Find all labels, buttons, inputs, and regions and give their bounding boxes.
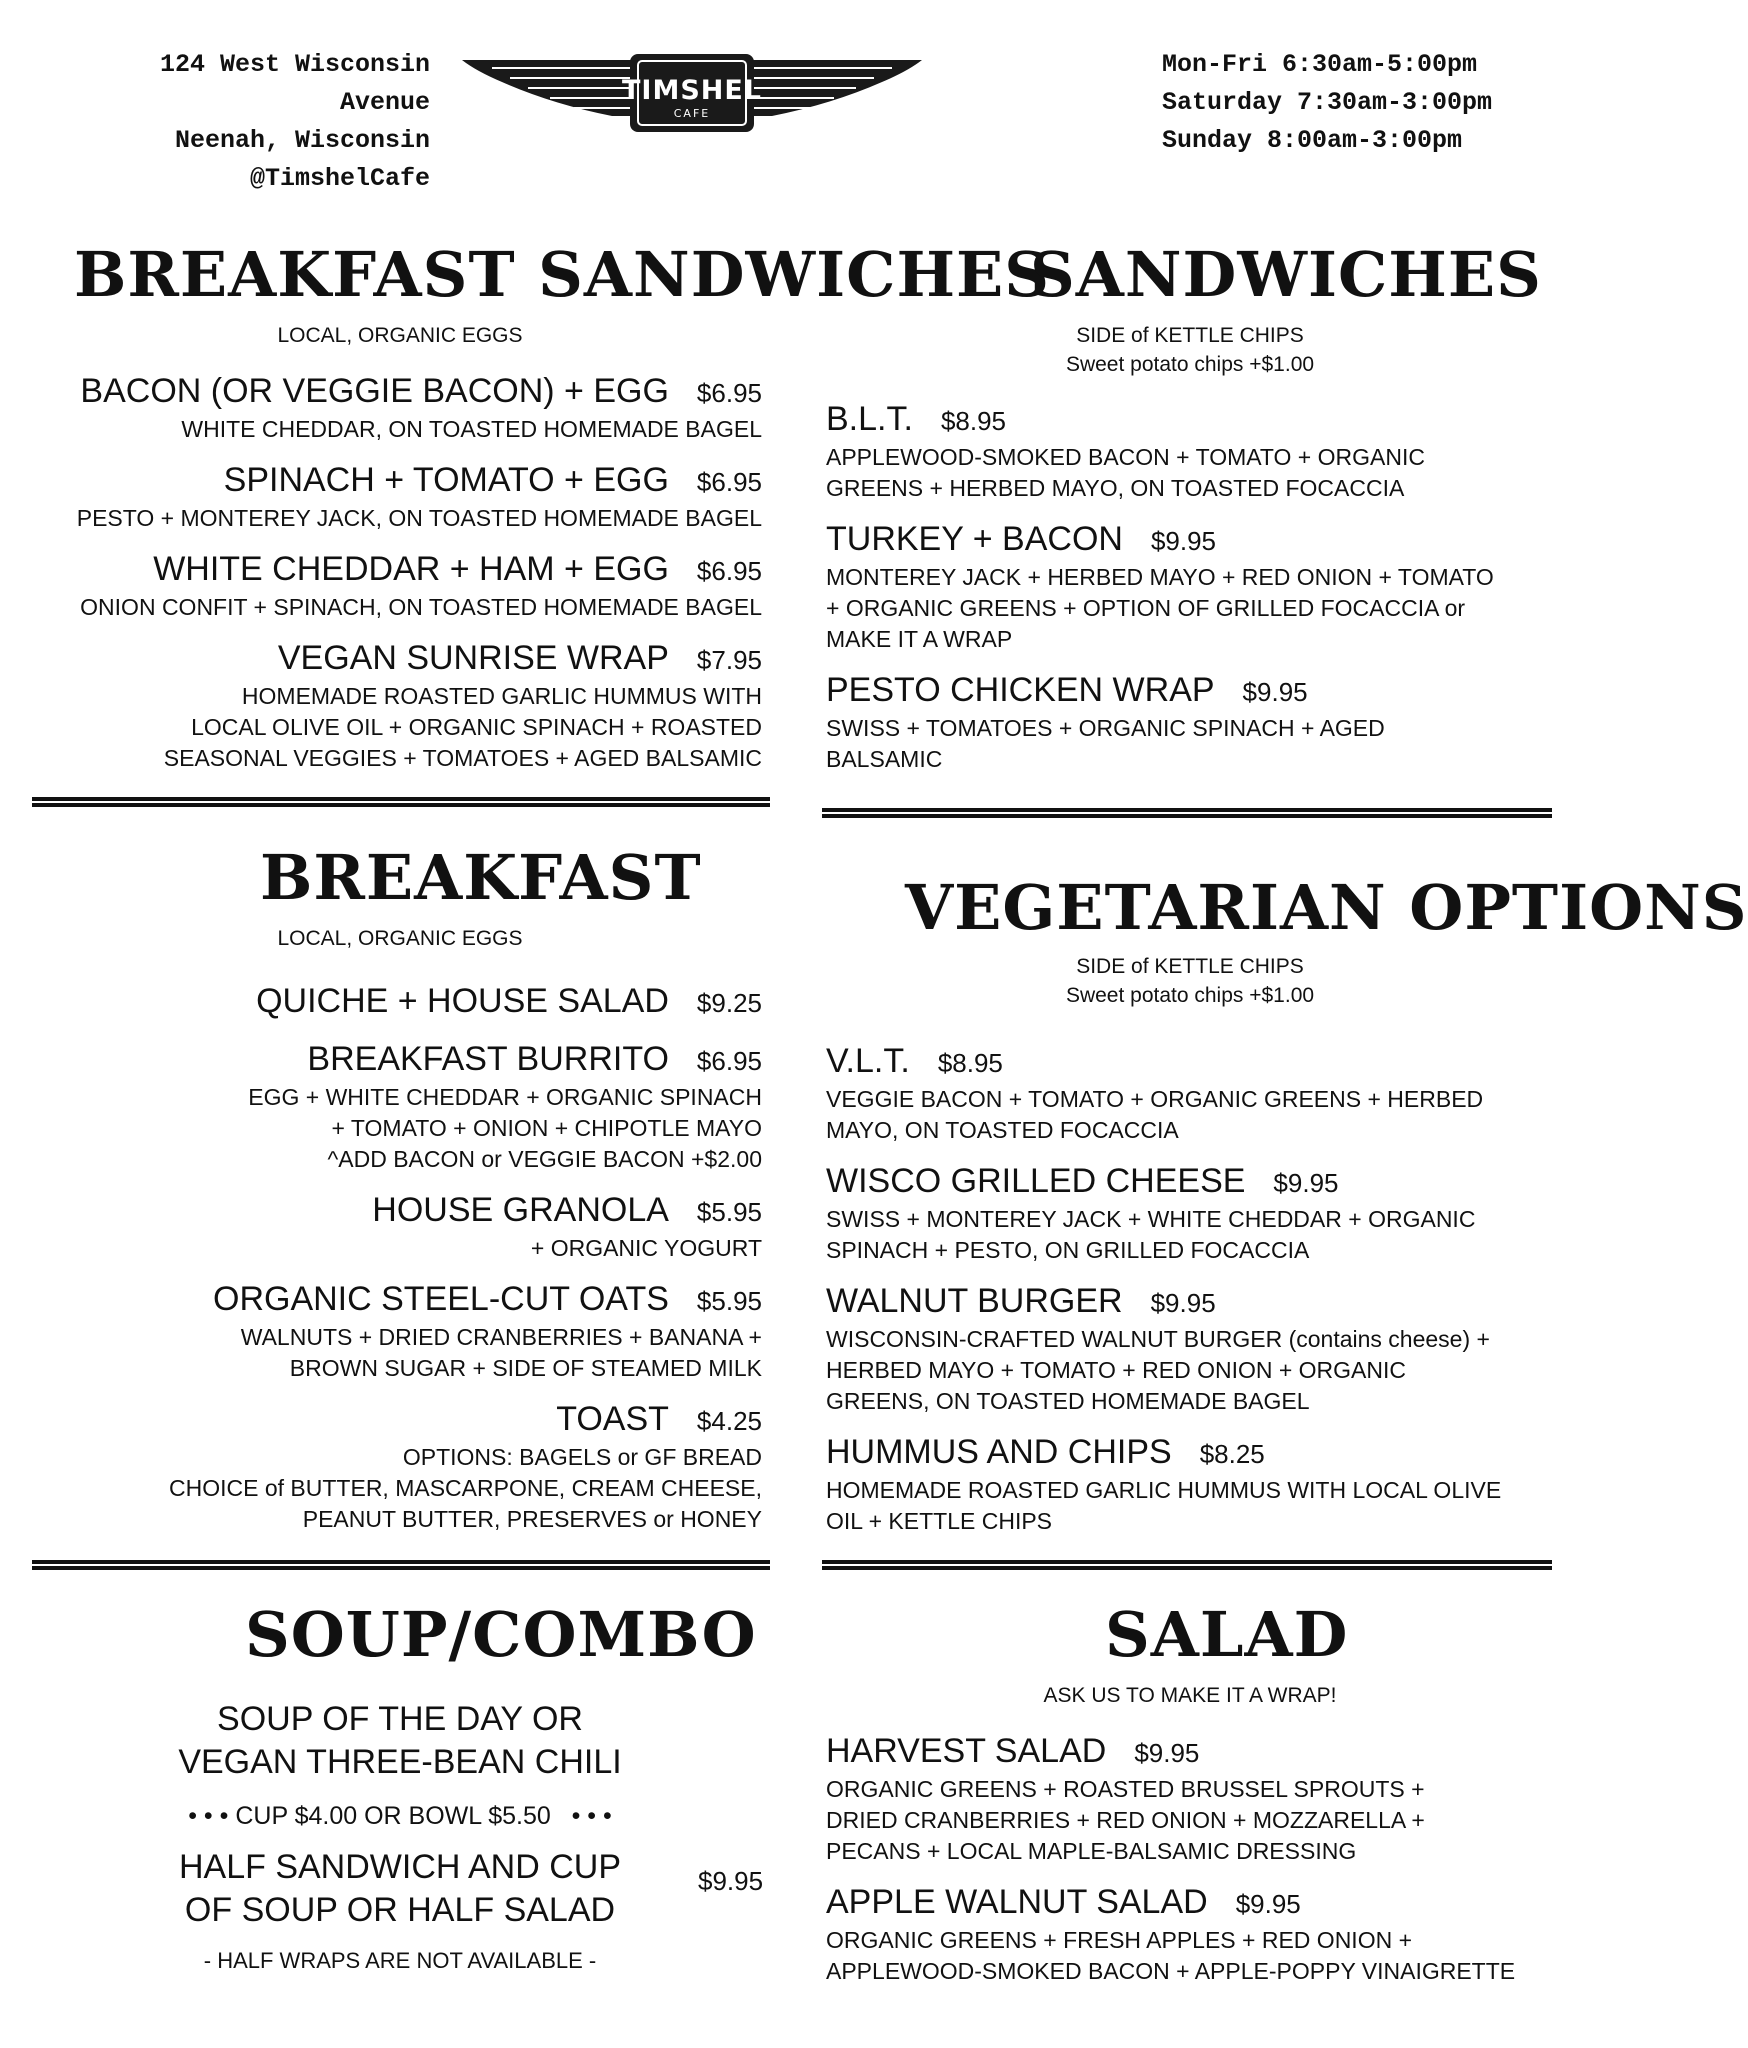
item-name: HUMMUS AND CHIPS bbox=[826, 1433, 1172, 1471]
combo-price: $9.95 bbox=[698, 1866, 764, 1896]
item-price: $9.95 bbox=[1134, 1738, 1200, 1768]
item-description: + TOMATO + ONION + CHIPOTLE MAYO bbox=[331, 1115, 762, 1141]
menu-item bbox=[40, 637, 762, 774]
divider bbox=[32, 1560, 770, 1570]
item-name: BREAKFAST BURRITO bbox=[307, 1040, 669, 1078]
hours-block bbox=[1162, 46, 1562, 160]
item-name: V.L.T. bbox=[826, 1042, 910, 1080]
sandwiches-list bbox=[826, 398, 1556, 789]
menu-item bbox=[826, 1280, 1556, 1417]
item-name: PESTO CHICKEN WRAP bbox=[826, 671, 1215, 709]
menu-item bbox=[826, 1160, 1556, 1266]
logo-wordmark: TIMSHEL bbox=[621, 75, 763, 106]
soup-sizes: • • • CUP $4.00 OR BOWL $5.50 • • • bbox=[188, 1802, 612, 1830]
item-description: HOMEMADE ROASTED GARLIC HUMMUS WITH bbox=[241, 683, 762, 709]
vegetarian-title: VEGETARIAN OPTIONS bbox=[905, 871, 1748, 944]
item-description: GREENS, ON TOASTED HOMEMADE BAGEL bbox=[826, 1388, 1310, 1414]
breakfast-list bbox=[40, 980, 762, 1549]
item-description: OIL + KETTLE CHIPS bbox=[826, 1508, 1053, 1534]
menu-item bbox=[826, 398, 1556, 504]
item-price: $9.95 bbox=[1273, 1168, 1339, 1198]
section-note-line: SIDE of KETTLE CHIPS bbox=[1076, 324, 1304, 347]
item-description: ONION CONFIT + SPINACH, ON TOASTED HOMEMADE BAGEL bbox=[80, 594, 762, 620]
menu-item bbox=[40, 1038, 762, 1175]
vegetarian-list bbox=[826, 1040, 1556, 1551]
item-description: ^ADD BACON or VEGGIE BACON +$2.00 bbox=[327, 1146, 762, 1172]
menu-item bbox=[40, 980, 762, 1024]
social-handle: @TimshelCafe bbox=[249, 164, 430, 193]
item-name: WHITE CHEDDAR + HAM + EGG bbox=[153, 550, 669, 588]
item-description: + ORGANIC GREENS + OPTION OF GRILLED FOCACCIA or bbox=[826, 595, 1466, 621]
soup-title: SOUP/COMBO bbox=[245, 1598, 757, 1671]
item-description: MAKE IT A WRAP bbox=[826, 626, 1013, 652]
item-description: ORGANIC GREENS + FRESH APPLES + RED ONION + bbox=[826, 1927, 1413, 1953]
item-price: $6.95 bbox=[696, 556, 762, 586]
logo-sub: CAFE bbox=[673, 107, 711, 120]
section-note-line: SIDE of KETTLE CHIPS bbox=[1076, 955, 1304, 978]
item-name: WALNUT BURGER bbox=[826, 1282, 1123, 1320]
winged-logo-icon bbox=[462, 54, 922, 132]
item-description: DRIED CRANBERRIES + RED ONION + MOZZARELLA + bbox=[826, 1807, 1425, 1833]
vegetarian-note bbox=[990, 952, 1390, 1010]
item-description: WALNUTS + DRIED CRANBERRIES + BANANA + bbox=[240, 1324, 762, 1350]
timshel-logo bbox=[462, 54, 922, 132]
breakfast-sandwiches-list bbox=[40, 370, 762, 788]
item-description: BALSAMIC bbox=[826, 746, 943, 772]
menu-item bbox=[826, 1881, 1556, 1987]
menu-item bbox=[826, 1431, 1556, 1537]
item-description: SWISS + MONTEREY JACK + WHITE CHEDDAR + ORGANIC bbox=[826, 1206, 1476, 1232]
item-price: $9.95 bbox=[1235, 1889, 1301, 1919]
sandwiches-note bbox=[990, 321, 1390, 379]
salad-note: ASK US TO MAKE IT A WRAP! bbox=[1043, 1684, 1337, 1707]
menu-item bbox=[826, 518, 1556, 655]
address-block bbox=[60, 46, 430, 198]
combo-line-1: HALF SANDWICH AND CUP bbox=[178, 1848, 622, 1886]
breakfast-note: LOCAL, ORGANIC EGGS bbox=[277, 927, 523, 950]
section-note-line: Sweet potato chips +$1.00 bbox=[1065, 984, 1315, 1007]
item-description: APPLEWOOD-SMOKED BACON + APPLE-POPPY VINAIGRETTE bbox=[826, 1958, 1516, 1984]
item-price: $4.25 bbox=[696, 1406, 762, 1436]
menu-item bbox=[40, 459, 762, 534]
item-description: PEANUT BUTTER, PRESERVES or HONEY bbox=[302, 1506, 762, 1532]
divider bbox=[822, 808, 1552, 818]
item-price: $9.95 bbox=[1150, 526, 1217, 556]
item-name: APPLE WALNUT SALAD bbox=[826, 1883, 1208, 1921]
soup-line-1: SOUP OF THE DAY OR bbox=[217, 1700, 583, 1738]
item-description: WHITE CHEDDAR, ON TOASTED HOMEMADE BAGEL bbox=[181, 416, 762, 442]
combo-line-2: OF SOUP OR HALF SALAD bbox=[184, 1891, 616, 1929]
item-name: B.L.T. bbox=[826, 400, 913, 438]
menu-item bbox=[40, 1189, 762, 1264]
item-name: QUICHE + HOUSE SALAD bbox=[256, 982, 669, 1020]
item-description: VEGGIE BACON + TOMATO + ORGANIC GREENS + HERBED bbox=[826, 1086, 1484, 1112]
item-price: $9.25 bbox=[696, 988, 762, 1018]
hours-weekday: Mon-Fri 6:30am-5:00pm bbox=[1162, 50, 1478, 79]
item-description: CHOICE of BUTTER, MASCARPONE, CREAM CHEESE, bbox=[169, 1475, 762, 1501]
item-description: LOCAL OLIVE OIL + ORGANIC SPINACH + ROASTED bbox=[191, 714, 762, 740]
soup-line-2: VEGAN THREE-BEAN CHILI bbox=[178, 1743, 622, 1781]
menu-item bbox=[40, 370, 762, 445]
item-description: + ORGANIC YOGURT bbox=[530, 1235, 762, 1261]
item-name: ORGANIC STEEL-CUT OATS bbox=[213, 1280, 669, 1318]
item-description: BROWN SUGAR + SIDE OF STEAMED MILK bbox=[289, 1355, 762, 1381]
item-description: HOMEMADE ROASTED GARLIC HUMMUS WITH LOCAL OLIVE bbox=[826, 1477, 1502, 1503]
salad-title: SALAD bbox=[1105, 1598, 1349, 1671]
item-description: WISCONSIN-CRAFTED WALNUT BURGER (contains cheese) + bbox=[826, 1326, 1490, 1352]
divider bbox=[32, 797, 770, 807]
address-line: 124 West Wisconsin Avenue bbox=[159, 50, 430, 117]
salad-list bbox=[826, 1730, 1556, 2001]
item-name: TURKEY + BACON bbox=[826, 520, 1123, 558]
breakfast-title: BREAKFAST bbox=[260, 841, 702, 914]
item-price: $6.95 bbox=[696, 378, 762, 408]
item-description: ORGANIC GREENS + ROASTED BRUSSEL SPROUTS + bbox=[826, 1776, 1425, 1802]
soup-note: - HALF WRAPS ARE NOT AVAILABLE - bbox=[203, 1948, 597, 1973]
item-price: $8.95 bbox=[937, 1048, 1003, 1078]
item-name: HOUSE GRANOLA bbox=[372, 1191, 669, 1229]
breakfast-sandwiches-note: LOCAL, ORGANIC EGGS bbox=[277, 324, 523, 347]
item-name: SPINACH + TOMATO + EGG bbox=[223, 461, 669, 499]
menu-item bbox=[826, 669, 1556, 775]
item-name: VEGAN SUNRISE WRAP bbox=[277, 639, 669, 677]
hours-sunday: Sunday 8:00am-3:00pm bbox=[1162, 126, 1463, 155]
section-note-line: Sweet potato chips +$1.00 bbox=[1065, 353, 1315, 376]
item-description: GREENS + HERBED MAYO, ON TOASTED FOCACCIA bbox=[826, 475, 1405, 501]
item-name: BACON (OR VEGGIE BACON) + EGG bbox=[80, 372, 669, 410]
item-name: TOAST bbox=[556, 1400, 669, 1438]
item-price: $5.95 bbox=[696, 1197, 762, 1227]
item-description: MAYO, ON TOASTED FOCACCIA bbox=[826, 1117, 1179, 1143]
item-name: HARVEST SALAD bbox=[826, 1732, 1107, 1770]
item-description: HERBED MAYO + TOMATO + RED ONION + ORGANIC bbox=[826, 1357, 1407, 1383]
item-price: $6.95 bbox=[696, 1046, 762, 1076]
item-description: SPINACH + PESTO, ON GRILLED FOCACCIA bbox=[826, 1237, 1310, 1263]
menu-item bbox=[40, 1398, 762, 1535]
item-name: WISCO GRILLED CHEESE bbox=[826, 1162, 1246, 1200]
item-description: SEASONAL VEGGIES + TOMATOES + AGED BALSAMIC bbox=[163, 745, 762, 771]
item-price: $6.95 bbox=[696, 467, 762, 497]
soup-block bbox=[120, 1698, 680, 1976]
item-price: $8.95 bbox=[940, 406, 1007, 436]
menu-item bbox=[826, 1040, 1556, 1146]
menu-item bbox=[40, 548, 762, 623]
item-price: $9.95 bbox=[1150, 1288, 1216, 1318]
item-description: EGG + WHITE CHEDDAR + ORGANIC SPINACH bbox=[248, 1084, 762, 1110]
divider bbox=[822, 1560, 1552, 1570]
menu-item bbox=[40, 1278, 762, 1384]
item-price: $8.25 bbox=[1199, 1439, 1265, 1469]
sandwiches-title: SANDWICHES bbox=[1030, 238, 1542, 311]
item-description: APPLEWOOD-SMOKED BACON + TOMATO + ORGANIC bbox=[826, 444, 1425, 470]
item-description: PECANS + LOCAL MAPLE-BALSAMIC DRESSING bbox=[826, 1838, 1357, 1864]
item-price: $9.95 bbox=[1242, 677, 1308, 707]
menu-item bbox=[826, 1730, 1556, 1867]
item-description: MONTEREY JACK + HERBED MAYO + RED ONION + TOMATO bbox=[826, 564, 1494, 590]
breakfast-sandwiches-title: BREAKFAST SANDWICHES bbox=[74, 238, 1051, 311]
item-price: $7.95 bbox=[696, 645, 762, 675]
item-description: SWISS + TOMATOES + ORGANIC SPINACH + AGED bbox=[826, 715, 1385, 741]
city-line: Neenah, Wisconsin bbox=[174, 126, 430, 155]
item-description: PESTO + MONTEREY JACK, ON TOASTED HOMEMADE BAGEL bbox=[76, 505, 762, 531]
hours-saturday: Saturday 7:30am-3:00pm bbox=[1162, 88, 1493, 117]
item-description: OPTIONS: BAGELS or GF BREAD bbox=[402, 1444, 762, 1470]
item-price: $5.95 bbox=[696, 1286, 762, 1316]
